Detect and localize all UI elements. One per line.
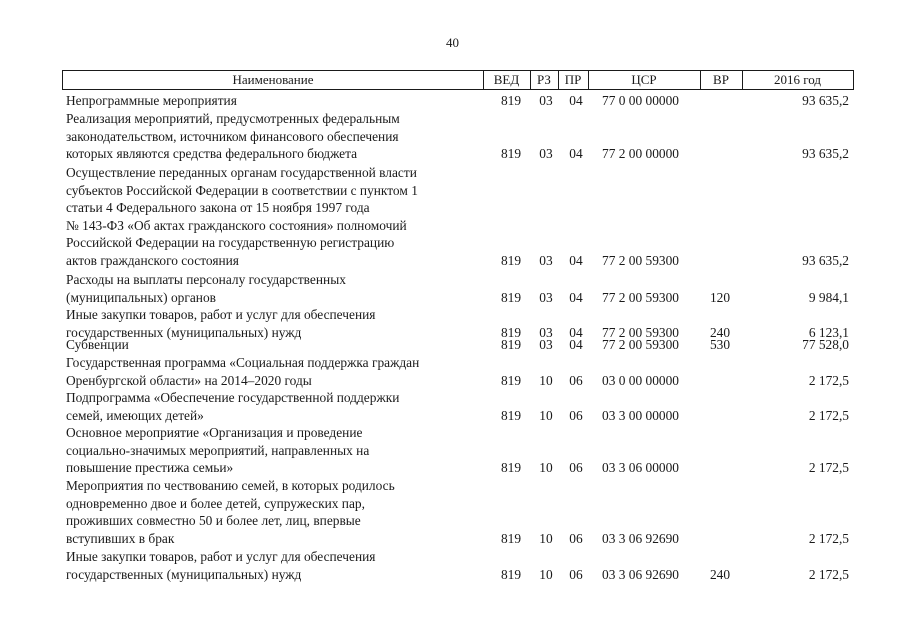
cell-csr: 77 0 00 00000 (602, 93, 679, 108)
row-name (66, 548, 486, 583)
row-name-line: Подпрограмма «Обеспечение государственной поддержки (66, 390, 400, 405)
header-rz: РЗ (537, 72, 551, 87)
cell-pr: 04 (569, 324, 583, 340)
table-row (0, 271, 905, 306)
table-row (0, 389, 905, 424)
cell-csr: 03 3 00 00000 (602, 407, 679, 423)
cell-ved: 819 (500, 566, 522, 582)
cell-pr: 06 (569, 407, 583, 423)
row-name (66, 424, 486, 477)
row-name (66, 92, 486, 110)
row-name-line: Российской Федерации на государственную регистрацию (66, 235, 395, 251)
row-name-line: государственных (муниципальных) нужд (66, 566, 302, 582)
cell-ved: 819 (500, 253, 522, 268)
cell-ved: 819 (500, 337, 522, 352)
row-name-line: государственных (муниципальных) нужд (66, 324, 302, 340)
cell-ved: 819 (500, 93, 522, 108)
table-row (0, 354, 905, 389)
table-row (0, 92, 905, 110)
cell-amount: 2 172,5 (808, 372, 849, 388)
cell-ved: 819 (500, 324, 522, 340)
row-name-line: № 143-ФЗ «Об актах гражданского состояния» полномочий (66, 217, 407, 233)
cell-pr: 04 (569, 337, 583, 352)
row-name-line: Мероприятия по чествованию семей, в которых родилось (66, 478, 395, 493)
table-row (0, 424, 905, 477)
row-name-line: Осуществление переданных органам государственной власти (66, 165, 417, 180)
cell-pr: 06 (569, 460, 583, 476)
table-row (0, 110, 905, 163)
cell-vr: 530 (709, 337, 731, 352)
cell-vr: 120 (709, 289, 731, 305)
cell-ved: 819 (500, 146, 522, 162)
cell-pr: 04 (569, 93, 583, 108)
cell-ved: 819 (500, 460, 522, 476)
table-row (0, 548, 905, 583)
row-name-line: статьи 4 Федерального закона от 15 ноября 1997 года (66, 200, 370, 216)
row-name-line: которых являются средства федерального бюджета (66, 146, 358, 162)
cell-ved: 819 (500, 407, 522, 423)
row-name-line: Иные закупки товаров, работ и услуг для обеспечения (66, 307, 376, 322)
row-name-line: Непрограммные мероприятия (66, 93, 237, 108)
cell-pr: 06 (569, 530, 583, 546)
cell-amount: 9 984,1 (808, 289, 849, 305)
row-name-line: Иные закупки товаров, работ и услуг для обеспечения (66, 549, 376, 564)
cell-vr: 240 (709, 566, 731, 582)
cell-rz: 10 (539, 566, 553, 582)
row-name-line: повышение престижа семьи» (66, 460, 234, 476)
row-name (66, 110, 486, 163)
row-name-line: одновременно двое и более детей, супружеских пар, (66, 495, 365, 511)
cell-rz: 03 (539, 289, 553, 305)
cell-rz: 03 (539, 324, 553, 340)
cell-amount: 93 635,2 (802, 93, 849, 108)
row-name-line: актов гражданского состояния (66, 252, 239, 268)
row-name-line: Субвенции (66, 337, 129, 352)
row-name-line: Основное мероприятие «Организация и проведение (66, 425, 363, 440)
cell-amount: 93 635,2 (802, 146, 849, 162)
header-year: 2016 год (774, 72, 821, 87)
header-vr: ВР (713, 72, 729, 87)
page-number: 40 (446, 35, 459, 50)
cell-amount: 77 528,0 (802, 337, 849, 352)
cell-pr: 04 (569, 253, 583, 268)
cell-rz: 03 (539, 93, 553, 108)
cell-amount: 2 172,5 (808, 566, 849, 582)
header-csr: ЦСР (631, 72, 657, 87)
row-name-line: семей, имеющих детей» (66, 407, 204, 423)
cell-csr: 77 2 00 59300 (602, 253, 679, 268)
cell-amount: 2 172,5 (808, 407, 849, 423)
cell-rz: 03 (539, 253, 553, 268)
cell-csr: 77 2 00 59300 (602, 337, 679, 352)
row-name-line: законодательством, источником финансового обеспечения (66, 128, 399, 144)
cell-csr: 03 3 06 92690 (602, 566, 679, 582)
cell-amount: 93 635,2 (802, 253, 849, 268)
table-row (0, 164, 905, 270)
cell-csr: 03 3 06 00000 (602, 460, 679, 476)
cell-pr: 06 (569, 372, 583, 388)
cell-vr: 240 (709, 324, 731, 340)
row-name-line: Реализация мероприятий, предусмотренных федеральным (66, 111, 400, 126)
row-name-line: проживших совместно 50 и более лет, лиц, впервые (66, 513, 361, 529)
cell-csr: 77 2 00 59300 (602, 289, 679, 305)
row-name-line: вступивших в брак (66, 530, 175, 546)
table-row (0, 477, 905, 547)
cell-pr: 04 (569, 146, 583, 162)
cell-rz: 10 (539, 530, 553, 546)
cell-csr: 77 2 00 59300 (602, 324, 679, 340)
row-name (66, 164, 486, 270)
cell-ved: 819 (500, 530, 522, 546)
cell-rz: 03 (539, 146, 553, 162)
row-name (66, 354, 486, 389)
cell-rz: 10 (539, 460, 553, 476)
cell-pr: 06 (569, 566, 583, 582)
row-name-line: социально-значимых мероприятий, направленных на (66, 442, 370, 458)
row-name-line: Оренбургской области» на 2014–2020 годы (66, 372, 312, 388)
header-name: Наименование (232, 72, 314, 87)
cell-csr: 03 0 00 00000 (602, 372, 679, 388)
cell-amount: 2 172,5 (808, 530, 849, 546)
cell-ved: 819 (500, 372, 522, 388)
cell-rz: 10 (539, 372, 553, 388)
row-name-line: (муниципальных) органов (66, 289, 216, 305)
table-row (0, 336, 905, 354)
cell-amount: 6 123,1 (808, 324, 849, 340)
cell-ved: 819 (500, 289, 522, 305)
row-name-line: Государственная программа «Социальная поддержка граждан (66, 355, 420, 370)
header-pr: ПР (564, 72, 582, 87)
row-name (66, 389, 486, 424)
row-name-line: Расходы на выплаты персоналу государственных (66, 272, 346, 287)
cell-pr: 04 (569, 289, 583, 305)
header-ved: ВЕД (493, 72, 520, 87)
table-header (62, 70, 854, 90)
row-name-line: субъектов Российской Федерации в соответствии с пунктом 1 (66, 182, 418, 198)
cell-csr: 03 3 06 92690 (602, 530, 679, 546)
row-name (66, 271, 486, 306)
cell-csr: 77 2 00 00000 (602, 146, 679, 162)
row-name (66, 336, 486, 354)
cell-amount: 2 172,5 (808, 460, 849, 476)
cell-rz: 10 (539, 407, 553, 423)
cell-rz: 03 (539, 337, 553, 352)
row-name (66, 477, 486, 547)
